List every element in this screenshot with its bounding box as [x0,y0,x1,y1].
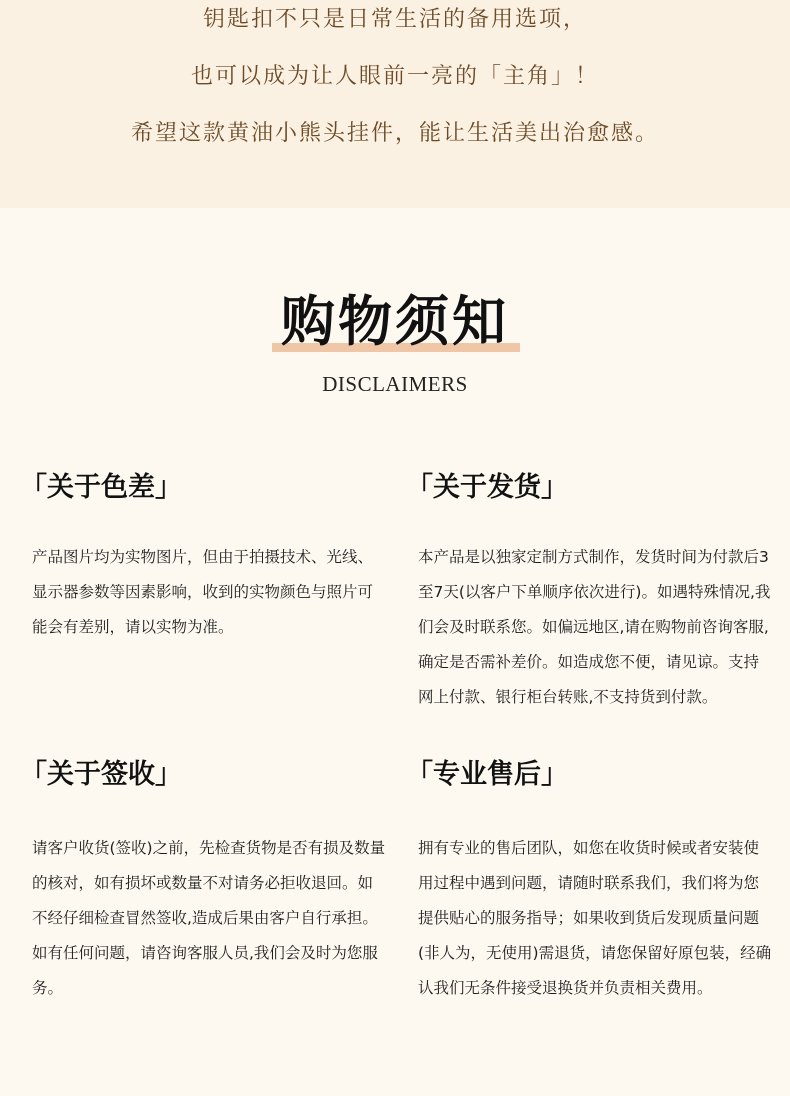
section-body: 请客户收货(签收)之前，先检查货物是否有损及数量的核对，如有损坏或数量不对请务必拒收退回。如不经仔细检查冒然签收,造成后果由客户自行承担。如有任何问题，请咨询客服人员,我们会及时为您服务。 [32,839,386,997]
intro-line-1: 钥匙扣不只是日常生活的备用选项， [202,7,587,32]
page-title: 购物须知 [281,289,509,353]
section-title: 「关于发货」 [406,472,568,503]
section-after-sales [406,757,776,1006]
section-body: 拥有专业的售后团队，如您在收货时候或者安装使用过程中遇到问题，请随时联系我们，我们将为您提供贴心的服务指导；如果收到货后发现质量问题(非人为，无使用)需退货，请您保留好原包装，经确认我们无条件接受退换货并负责相关费用。 [418,839,772,997]
section-body: 本产品是以独家定制方式制作，发货时间为付款后3至7天(以客户下单顺序依次进行)。如遇特殊情况,我们会及时联系您。如偏远地区,请在购物前咨询客服,确定是否需补差价。如造成您不便，请见谅。支持网上付款、银行柜台转账,不支持货到付款。 [418,548,771,706]
page-subtitle: DISCLAIMERS [322,372,468,396]
section-title: 「关于签收」 [20,759,182,790]
section-color-difference [20,470,390,645]
section-title: 「专业售后」 [406,759,568,790]
section-body: 产品图片均为实物图片，但由于拍摄技术、光线、显示器参数等因素影响，收到的实物颜色与照片可能会有差别，请以实物为准。 [32,548,374,636]
section-shipping [406,470,776,715]
intro-line-2: 也可以成为让人眼前一亮的「主角」！ [190,64,599,89]
section-receipt [20,757,390,1006]
intro-line-3: 希望这款黄油小熊头挂件，能让生活美出治愈感。 [130,121,659,146]
section-title: 「关于色差」 [20,472,182,503]
